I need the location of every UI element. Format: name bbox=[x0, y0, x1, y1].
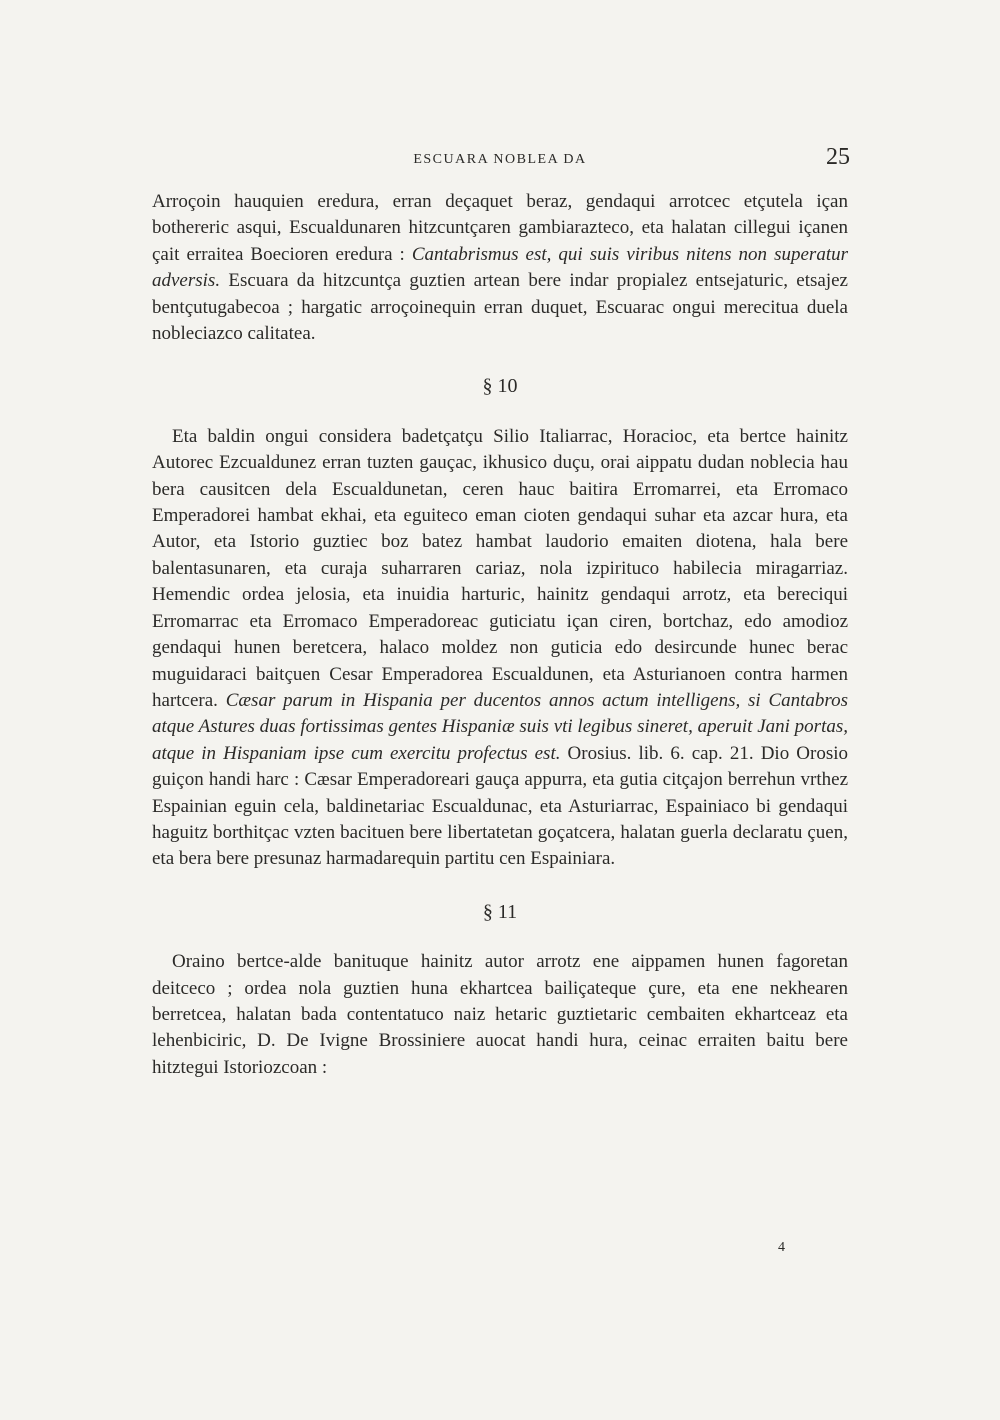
running-head bbox=[150, 144, 850, 174]
paragraph-1-text-a: Arroçoin hauquien eredura, erran deçaquet beraz, gendaqui arrotcec etçutela içan bothereric asqui, Escualdunaren hitzcuntçaren gambiarazteco, eta halatan cillegui içanen çait erraitea Boecioren eredura : bbox=[152, 191, 848, 265]
latin-quote-orosius: Cæsar parum in Hispania per ducentos annos actum intelligens, si Cantabros atque Astures duas fortissimas gentes Hispaniæ suis vti legibus sineret, aperuit Jani portas, atque in Hispaniam ipse cum exercitu profectus est. bbox=[152, 689, 848, 764]
section-heading-11: § 11 bbox=[482, 900, 518, 923]
page-number: 25 bbox=[826, 144, 850, 170]
body-text bbox=[152, 189, 848, 1081]
paragraph-1-text-b: Escuara da hitzcuntça guztien artean bere indar propialez entsejaturic, etsajez bentçutugabecoa ; hargatic arroçoinequin erran duquet, Escuarac ongui merecitua duela nobleciazco calitatea. bbox=[152, 270, 848, 345]
section-heading-10: § 10 bbox=[482, 375, 518, 398]
running-title: ESCUARA NOBLEA DA bbox=[413, 152, 587, 167]
paragraph-1 bbox=[152, 189, 848, 347]
paragraph-2-text-b: Orosius. lib. 6. cap. 21. Dio Orosio guiçon handi harc : Cæsar Emperadoreari gauça appurra, eta gutia citçajon berrehun vrthez Espainian eguin cela, baldinetariac Escualdunac, eta Asturiarrac, Espainiaco bi gendaqui haguitz borthitçac vzten bacituen bere libertatetan goçatcera, halatan guerla declaratu çuen, eta bera bere presunaz harmadarequin partitu cen Espainiara. bbox=[152, 742, 848, 870]
paragraph-2 bbox=[152, 424, 848, 873]
paragraph-2-text-a: Eta baldin ongui considera badetçatçu Silio Italiarrac, Horacioc, eta bertce hainitz Autorec Ezcualdunez erran tuzten gauçac, ikhusico duçu, orai aippatu dudan noblecia hau bera causitcen dela Escualdunetan, ceren hauc baitira Erromarrei, eta Erromaco Emperadorei hambat ekhai, eta eguiteco eman cioten gendaqui suhar eta azcar hura, eta Autor, eta Istorio guztiec boz batez hambat laudorio emaiten diotena, hala bere balentasunaren, eta curaja suharraren cariaz, nola izpirituco habilecia miragarriaz. Hemendic ordea jelosia, eta inuidia harturic, hainitz gendaqui arrotz, eta bereciqui Erromarrac eta Erromaco Emperadoreac guticiatu içan ciren, bortchaz, edo amodioz gendaqui hunen beretcera, halaco moldez non guticia edo desircunde hunec berac muguidaraci baitçuen Cesar Emperadorea Escualdunen, eta Asturianoen contra harmen hartcera. bbox=[152, 425, 848, 711]
latin-quote-boecio: Cantabrismus est, qui suis viribus nitens non superatur adversis. bbox=[152, 243, 848, 292]
paragraph-3: Oraino bertce-alde banituque hainitz autor arrotz ene aippamen hunen fagoretan deitceco ; ordea nola guztien huna ekhartcea bailiçateque çure, eta ene nekhearen berretcea, halatan bada contentatuco naiz hetaric guztietaric cembaiten ekhartceaz eta lehenbiciric, D. De Ivigne Brossiniere auocat handi hura, ceinac erraiten baitu bere hitztegui Istoriozcoan : bbox=[152, 951, 848, 1078]
signature-mark: 4 bbox=[778, 1240, 785, 1255]
